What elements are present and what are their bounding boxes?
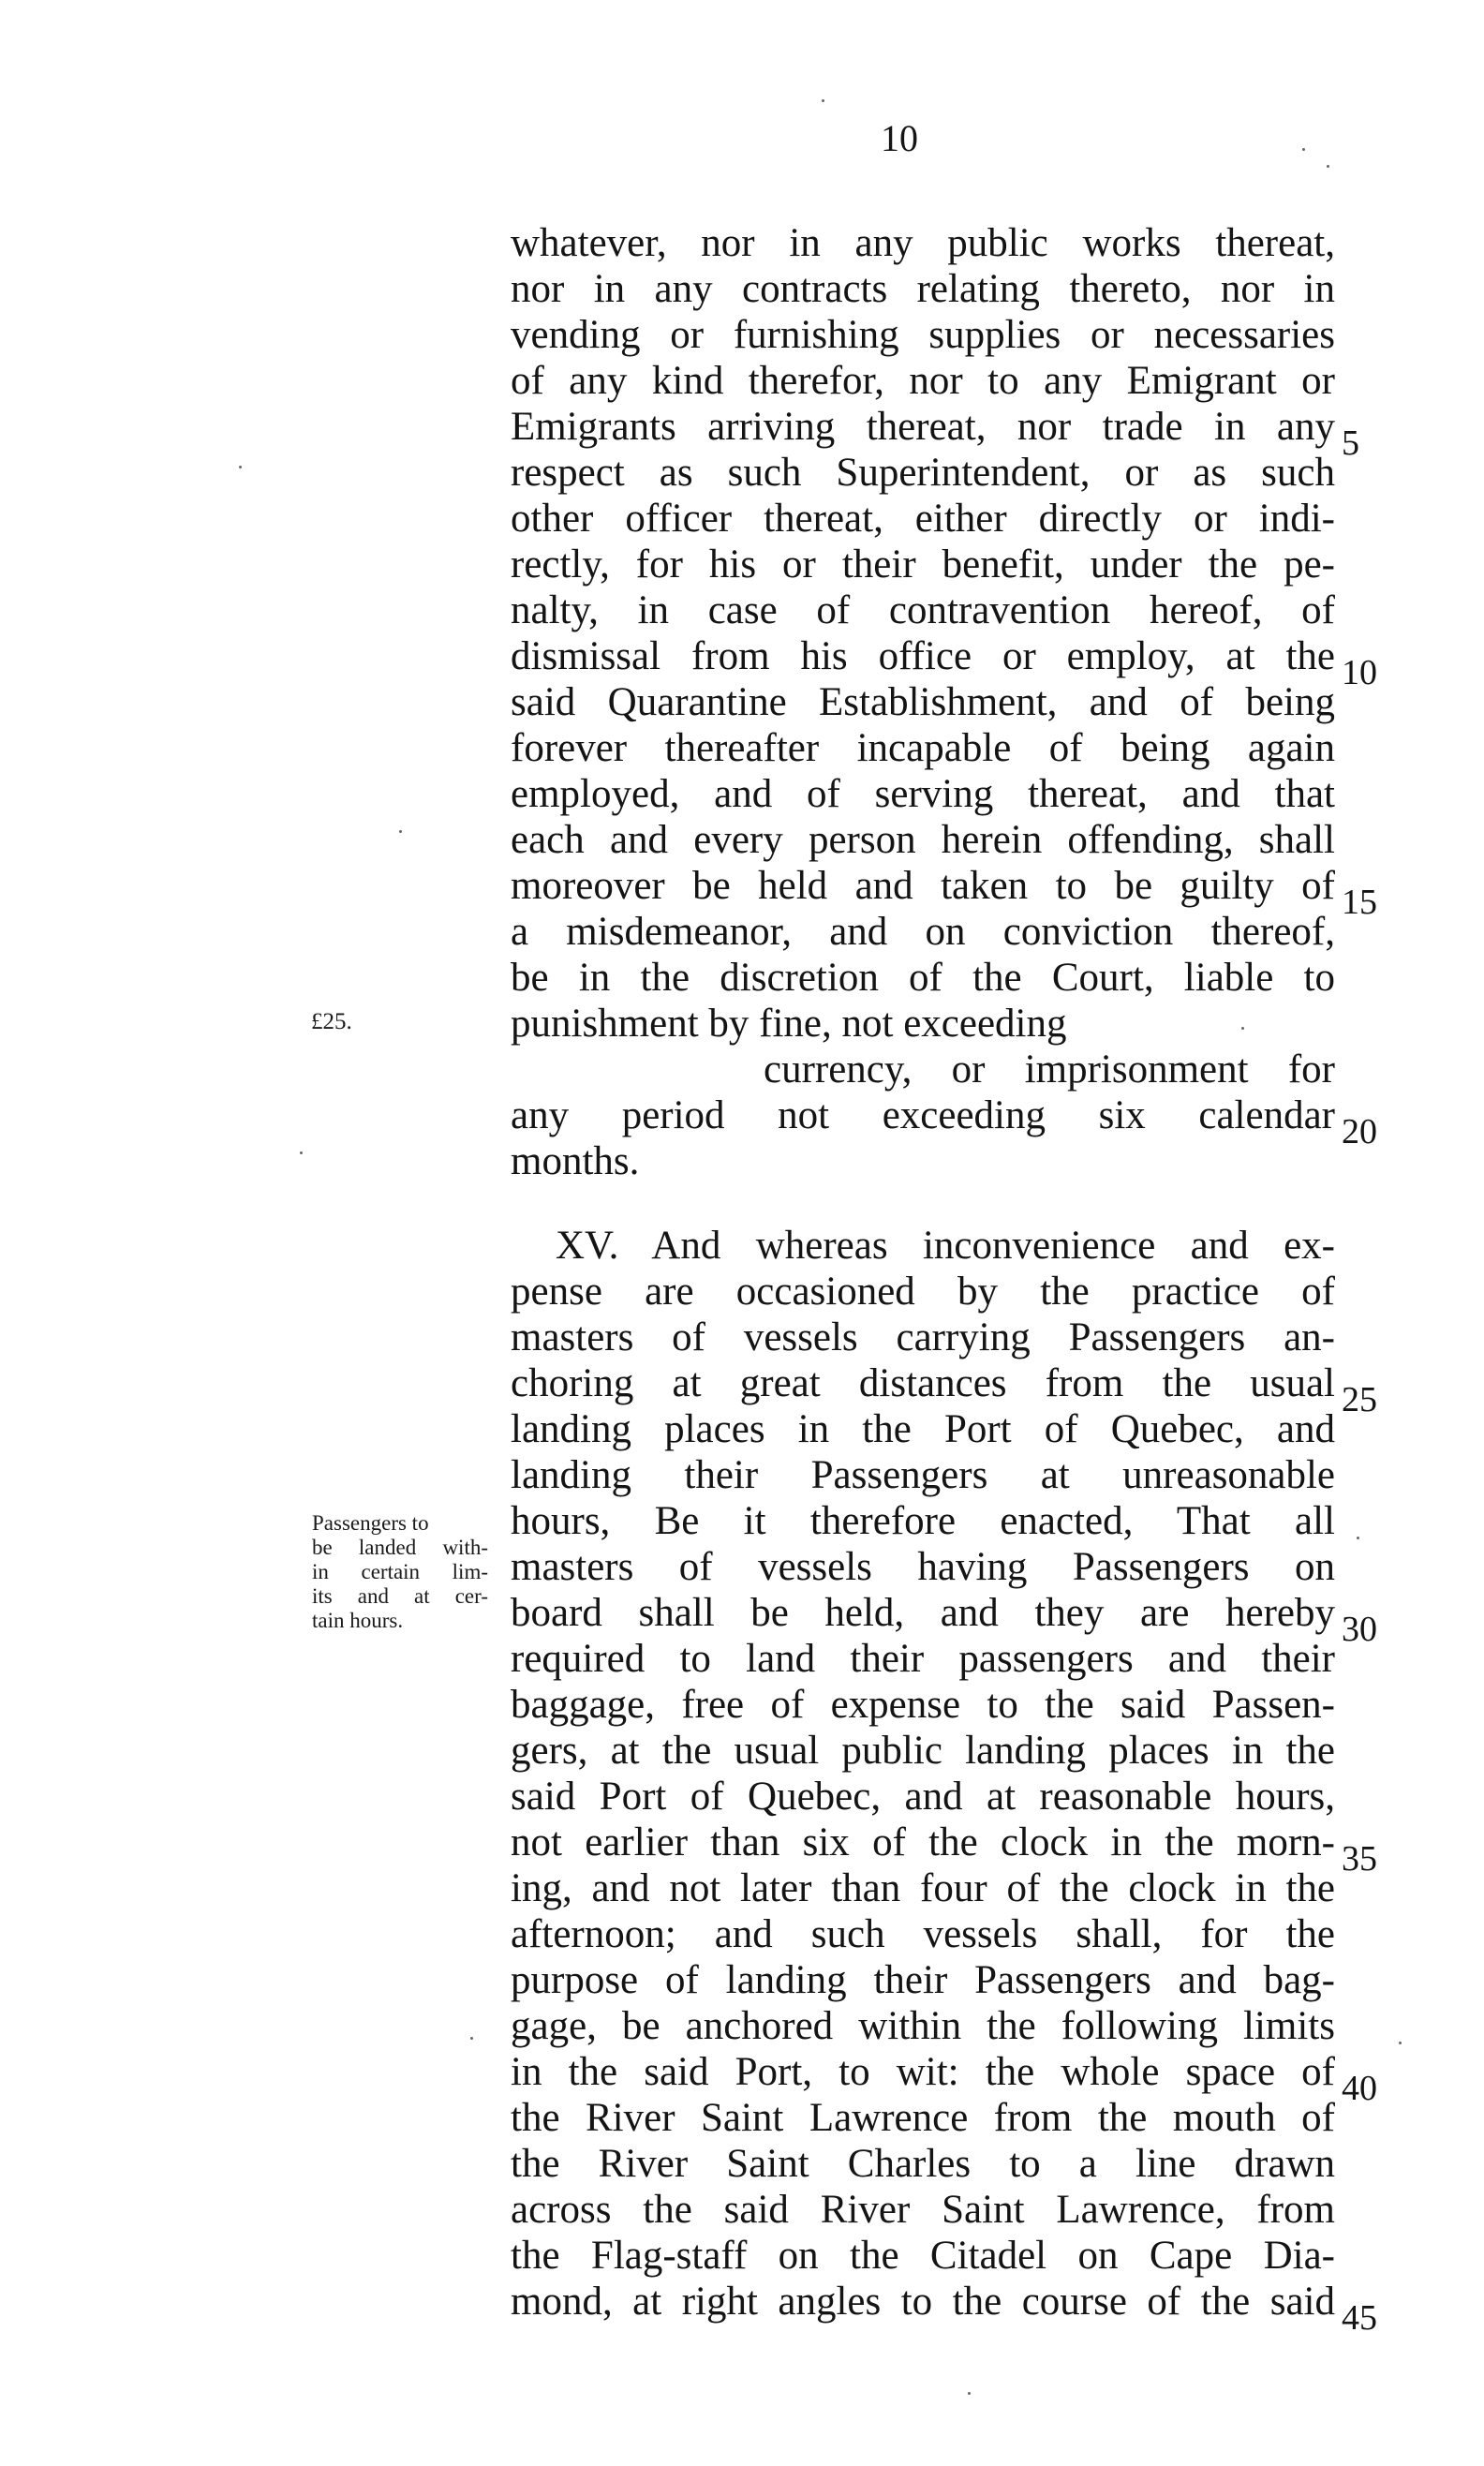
body-line: employed, and of serving thereat, and that <box>511 772 1335 816</box>
body-line: rectly, for his or their benefit, under the pe- <box>511 542 1335 587</box>
line-number: 10 <box>1342 653 1377 692</box>
body-line: vending or furnishing supplies or necessaries <box>511 313 1335 357</box>
body-line: said Quarantine Establishment, and of being <box>511 680 1335 724</box>
print-speck <box>1357 1537 1359 1539</box>
body-line: any period not exceeding six calendar <box>511 1093 1335 1137</box>
body-line: nor in any contracts relating thereto, nor in <box>511 267 1335 311</box>
print-speck <box>300 1151 303 1154</box>
margin-note-line: tain hours. <box>312 1609 404 1632</box>
body-line: said Port of Quebec, and at reasonable hours, <box>511 1775 1335 1819</box>
margin-note-line: its and at cer- <box>312 1584 488 1608</box>
body-line: in the said Port, to wit: the whole space of <box>511 2050 1335 2094</box>
body-line: each and every person herein offending, shall <box>511 818 1335 862</box>
print-speck <box>1302 148 1305 151</box>
print-speck <box>470 2037 473 2040</box>
line-number: 45 <box>1342 2298 1377 2338</box>
body-line: gage, be anchored within the following limits <box>511 2004 1335 2048</box>
body-line: purpose of landing their Passengers and bag- <box>511 1958 1335 2002</box>
body-line: mond, at right angles to the course of the said <box>511 2280 1335 2324</box>
body-line: landing places in the Port of Quebec, and <box>511 1407 1335 1451</box>
line-number: 30 <box>1342 1610 1377 1649</box>
body-line: the River Saint Lawrence from the mouth of <box>511 2096 1335 2140</box>
body-line: respect as such Superintendent, or as such <box>511 451 1335 495</box>
body-line: pense are occasioned by the practice of <box>511 1270 1335 1314</box>
print-speck <box>1327 165 1329 168</box>
body-line: ing, and not later than four of the clock in the <box>511 1866 1335 1910</box>
body-line: punishment by fine, not exceeding <box>511 1002 1067 1046</box>
body-line: forever thereafter incapable of being again <box>511 726 1335 770</box>
print-speck <box>968 2392 971 2395</box>
page-number: 10 <box>881 117 918 159</box>
body-line: required to land their passengers and their <box>511 1637 1335 1681</box>
body-line: other officer thereat, either directly or indi- <box>511 497 1335 541</box>
line-number: 35 <box>1342 1839 1377 1879</box>
line-number: 20 <box>1342 1112 1377 1151</box>
body-line: across the said River Saint Lawrence, from <box>511 2188 1335 2232</box>
print-speck <box>1399 2042 1402 2044</box>
body-line: board shall be held, and they are hereby <box>511 1591 1335 1635</box>
body-line: months. <box>511 1139 640 1183</box>
margin-note-line: in certain lim- <box>312 1560 488 1583</box>
print-speck <box>399 830 402 833</box>
body-line: the River Saint Charles to a line drawn <box>511 2142 1335 2186</box>
body-line: dismissal from his office or employ, at the <box>511 634 1335 678</box>
body-line: a misdemeanor, and on conviction thereof, <box>511 910 1335 954</box>
margin-note-fine: £25. <box>311 1009 352 1034</box>
margin-note-line: be landed with- <box>312 1536 488 1559</box>
body-line: currency, or imprisonment for <box>764 1047 1335 1092</box>
body-line: Emigrants arriving thereat, nor trade in any <box>511 405 1335 449</box>
line-number: 5 <box>1342 423 1359 463</box>
body-line: the Flag-staff on the Citadel on Cape Dia- <box>511 2234 1335 2278</box>
body-line: baggage, free of expense to the said Passen- <box>511 1683 1335 1727</box>
body-line: hours, Be it therefore enacted, That all <box>511 1499 1335 1543</box>
body-line: not earlier than six of the clock in the morn- <box>511 1820 1335 1864</box>
body-line: landing their Passengers at unreasonable <box>511 1453 1335 1497</box>
print-speck <box>239 466 242 468</box>
body-line: choring at great distances from the usual <box>511 1361 1335 1405</box>
body-line: gers, at the usual public landing places in the <box>511 1729 1335 1773</box>
print-speck <box>822 99 824 102</box>
body-line: nalty, in case of contravention hereof, of <box>511 588 1335 632</box>
line-number: 40 <box>1342 2069 1377 2108</box>
print-speck <box>1241 1027 1244 1030</box>
line-number: 15 <box>1342 883 1377 922</box>
body-line: moreover be held and taken to be guilty of <box>511 864 1335 908</box>
line-number: 25 <box>1342 1380 1377 1419</box>
body-line: masters of vessels having Passengers on <box>511 1545 1335 1589</box>
body-line: of any kind therefor, nor to any Emigrant or <box>511 359 1335 403</box>
body-line: masters of vessels carrying Passengers an- <box>511 1315 1335 1359</box>
body-line: whatever, nor in any public works thereat, <box>511 221 1335 265</box>
body-line: afternoon; and such vessels shall, for the <box>511 1912 1335 1956</box>
margin-note-line: Passengers to <box>312 1511 429 1535</box>
body-line: be in the discretion of the Court, liable to <box>511 956 1335 1000</box>
body-line: XV. And whereas inconvenience and ex- <box>556 1224 1335 1268</box>
